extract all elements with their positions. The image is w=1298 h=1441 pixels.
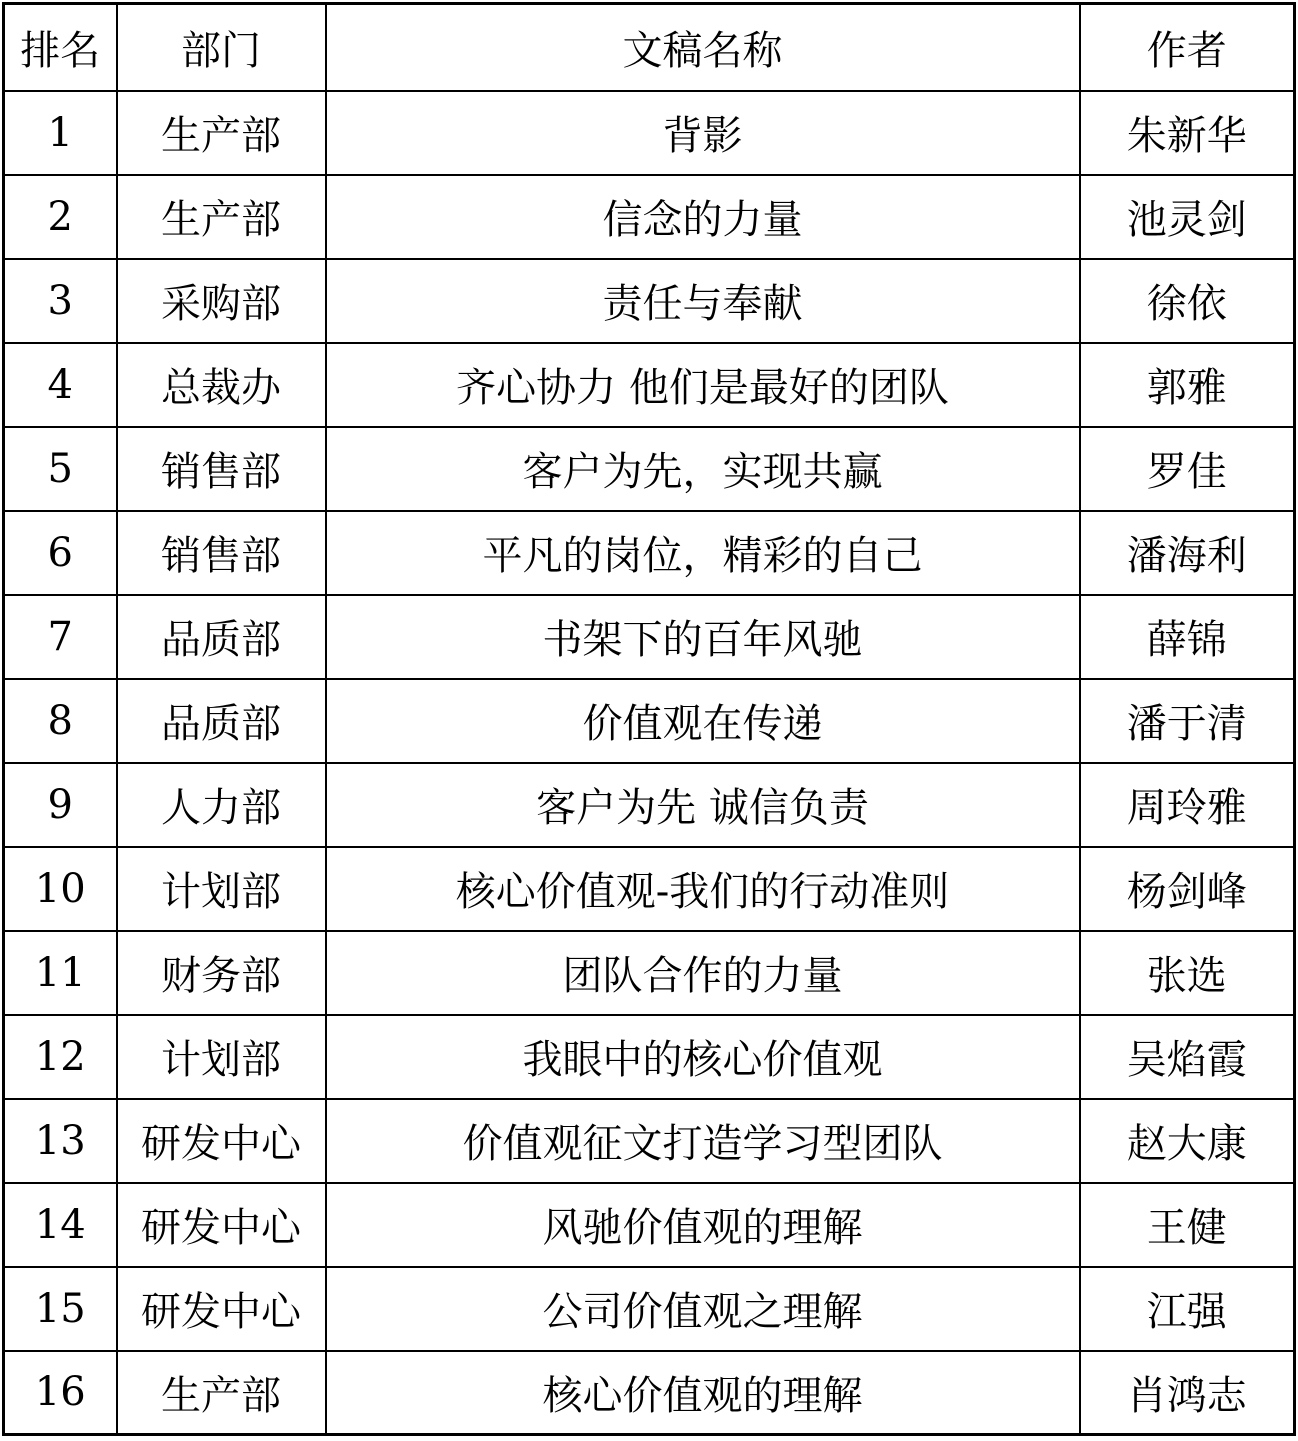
title-cell: 团队合作的力量: [326, 931, 1080, 1015]
rank-cell: 16: [4, 1351, 117, 1435]
table-row: [4, 931, 1295, 1015]
department-cell: 计划部: [117, 1015, 326, 1099]
header-department: 部门: [117, 4, 326, 91]
rank-cell: 12: [4, 1015, 117, 1099]
table-row: [4, 847, 1295, 931]
rank-cell: 10: [4, 847, 117, 931]
title-cell: 平凡的岗位，精彩的自己: [326, 511, 1080, 595]
table-row: [4, 175, 1295, 259]
table-row: [4, 1351, 1295, 1435]
title-cell: 客户为先 诚信负责: [326, 763, 1080, 847]
rank-cell: 14: [4, 1183, 117, 1267]
author-cell: 罗佳: [1080, 427, 1295, 511]
department-cell: 品质部: [117, 595, 326, 679]
author-cell: 池灵剑: [1080, 175, 1295, 259]
title-cell: 公司价值观之理解: [326, 1267, 1080, 1351]
title-cell: 责任与奉献: [326, 259, 1080, 343]
table-row: [4, 595, 1295, 679]
rank-cell: 3: [4, 259, 117, 343]
rank-cell: 9: [4, 763, 117, 847]
title-cell: 核心价值观的理解: [326, 1351, 1080, 1435]
title-cell: 核心价值观-我们的行动准则: [326, 847, 1080, 931]
department-cell: 人力部: [117, 763, 326, 847]
department-cell: 研发中心: [117, 1099, 326, 1183]
author-cell: 吴焰霞: [1080, 1015, 1295, 1099]
title-cell: 价值观征文打造学习型团队: [326, 1099, 1080, 1183]
table-row: [4, 679, 1295, 763]
rank-cell: 6: [4, 511, 117, 595]
rank-cell: 4: [4, 343, 117, 427]
title-cell: 齐心协力 他们是最好的团队: [326, 343, 1080, 427]
rank-cell: 7: [4, 595, 117, 679]
author-cell: 潘于清: [1080, 679, 1295, 763]
table-row: [4, 511, 1295, 595]
rank-cell: 2: [4, 175, 117, 259]
author-cell: 张选: [1080, 931, 1295, 1015]
author-cell: 朱新华: [1080, 91, 1295, 175]
title-cell: 风驰价值观的理解: [326, 1183, 1080, 1267]
department-cell: 销售部: [117, 427, 326, 511]
author-cell: 潘海利: [1080, 511, 1295, 595]
header-row: [4, 4, 1295, 91]
department-cell: 品质部: [117, 679, 326, 763]
department-cell: 财务部: [117, 931, 326, 1015]
author-cell: 周玲雅: [1080, 763, 1295, 847]
table-row: [4, 1183, 1295, 1267]
department-cell: 采购部: [117, 259, 326, 343]
table-row: [4, 343, 1295, 427]
rank-cell: 1: [4, 91, 117, 175]
header-author: 作者: [1080, 4, 1295, 91]
ranking-table: [2, 2, 1296, 1436]
title-cell: 价值观在传递: [326, 679, 1080, 763]
author-cell: 杨剑峰: [1080, 847, 1295, 931]
rank-cell: 15: [4, 1267, 117, 1351]
rank-cell: 8: [4, 679, 117, 763]
department-cell: 生产部: [117, 1351, 326, 1435]
header-title: 文稿名称: [326, 4, 1080, 91]
author-cell: 肖鸿志: [1080, 1351, 1295, 1435]
department-cell: 研发中心: [117, 1183, 326, 1267]
rank-cell: 5: [4, 427, 117, 511]
author-cell: 江强: [1080, 1267, 1295, 1351]
title-cell: 书架下的百年风驰: [326, 595, 1080, 679]
title-cell: 客户为先，实现共赢: [326, 427, 1080, 511]
department-cell: 研发中心: [117, 1267, 326, 1351]
rank-cell: 13: [4, 1099, 117, 1183]
header-rank: 排名: [4, 4, 117, 91]
table-row: [4, 91, 1295, 175]
table-row: [4, 427, 1295, 511]
table-row: [4, 1267, 1295, 1351]
department-cell: 计划部: [117, 847, 326, 931]
department-cell: 生产部: [117, 175, 326, 259]
department-cell: 生产部: [117, 91, 326, 175]
table-row: [4, 1099, 1295, 1183]
department-cell: 总裁办: [117, 343, 326, 427]
table-row: [4, 763, 1295, 847]
title-cell: 信念的力量: [326, 175, 1080, 259]
author-cell: 赵大康: [1080, 1099, 1295, 1183]
rank-cell: 11: [4, 931, 117, 1015]
title-cell: 我眼中的核心价值观: [326, 1015, 1080, 1099]
department-cell: 销售部: [117, 511, 326, 595]
author-cell: 薛锦: [1080, 595, 1295, 679]
table-row: [4, 259, 1295, 343]
author-cell: 徐依: [1080, 259, 1295, 343]
author-cell: 郭雅: [1080, 343, 1295, 427]
title-cell: 背影: [326, 91, 1080, 175]
author-cell: 王健: [1080, 1183, 1295, 1267]
table-row: [4, 1015, 1295, 1099]
